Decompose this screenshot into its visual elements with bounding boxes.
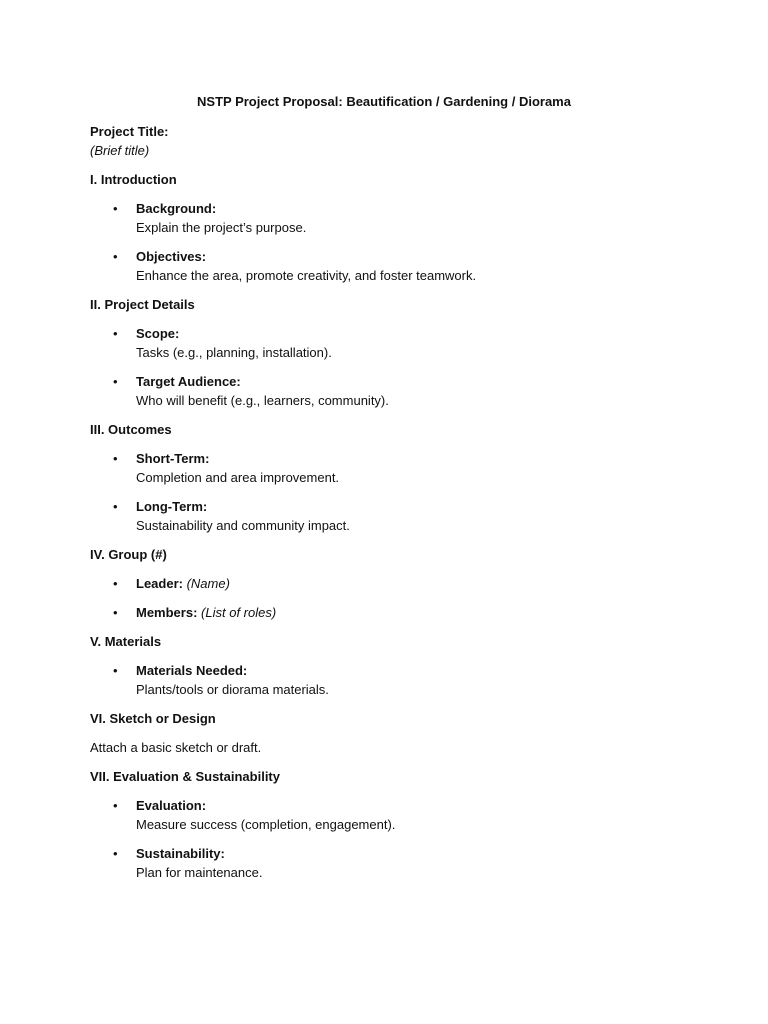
materials-list — [90, 661, 690, 699]
list-item-target-audience — [90, 372, 690, 410]
item-description: Who will benefit (e.g., learners, community). — [136, 393, 389, 408]
section-heading-materials: V. Materials — [90, 634, 162, 649]
item-description: Tasks (e.g., planning, installation). — [136, 345, 332, 360]
project-details-list — [90, 324, 690, 410]
document-body — [90, 122, 690, 882]
section-heading-introduction: I. Introduction — [90, 172, 177, 187]
item-description: Measure success (completion, engagement). — [136, 817, 396, 832]
item-description: Explain the project’s purpose. — [136, 220, 307, 235]
item-description: Plan for maintenance. — [136, 865, 263, 880]
item-label: Sustainability: — [136, 846, 225, 861]
list-item-evaluation — [90, 796, 690, 834]
item-description: Completion and area improvement. — [136, 470, 340, 485]
outcomes-list — [90, 449, 690, 535]
item-label: Target Audience: — [136, 374, 241, 389]
project-title-label: Project Title: — [90, 124, 169, 139]
item-label: Leader: — [136, 576, 183, 591]
list-item-leader — [90, 574, 690, 593]
item-label: Members: — [136, 605, 198, 620]
introduction-list — [90, 199, 690, 285]
item-label: Long-Term: — [136, 499, 208, 514]
item-label: Evaluation: — [136, 798, 207, 813]
item-description: Sustainability and community impact. — [136, 518, 350, 533]
list-item-background — [90, 199, 690, 237]
item-label: Objectives: — [136, 249, 207, 264]
item-description: Plants/tools or diorama materials. — [136, 682, 329, 697]
item-description: Enhance the area, promote creativity, and foster teamwork. — [136, 268, 477, 283]
section-heading-group: IV. Group (#) — [90, 547, 167, 562]
list-item-short-term — [90, 449, 690, 487]
item-value: (Name) — [186, 576, 230, 591]
item-label: Scope: — [136, 326, 180, 341]
item-label: Materials Needed: — [136, 663, 248, 678]
item-value: (List of roles) — [201, 605, 277, 620]
evaluation-list — [90, 796, 690, 882]
sketch-instruction: Attach a basic sketch or draft. — [90, 740, 262, 755]
list-item-objectives — [90, 247, 690, 285]
project-title-value: (Brief title) — [90, 143, 150, 158]
list-item-members — [90, 603, 690, 622]
group-list — [90, 574, 690, 622]
section-heading-evaluation: VII. Evaluation & Sustainability — [90, 769, 280, 784]
list-item-long-term — [90, 497, 690, 535]
list-item-materials-needed — [90, 661, 690, 699]
list-item-scope — [90, 324, 690, 362]
list-item-sustainability — [90, 844, 690, 882]
section-heading-project-details: II. Project Details — [90, 297, 195, 312]
section-heading-sketch: VI. Sketch or Design — [90, 711, 216, 726]
item-label: Background: — [136, 201, 217, 216]
item-label: Short-Term: — [136, 451, 210, 466]
document-title: NSTP Project Proposal: Beautification / Gardening / Diorama — [197, 94, 571, 109]
section-heading-outcomes: III. Outcomes — [90, 422, 172, 437]
